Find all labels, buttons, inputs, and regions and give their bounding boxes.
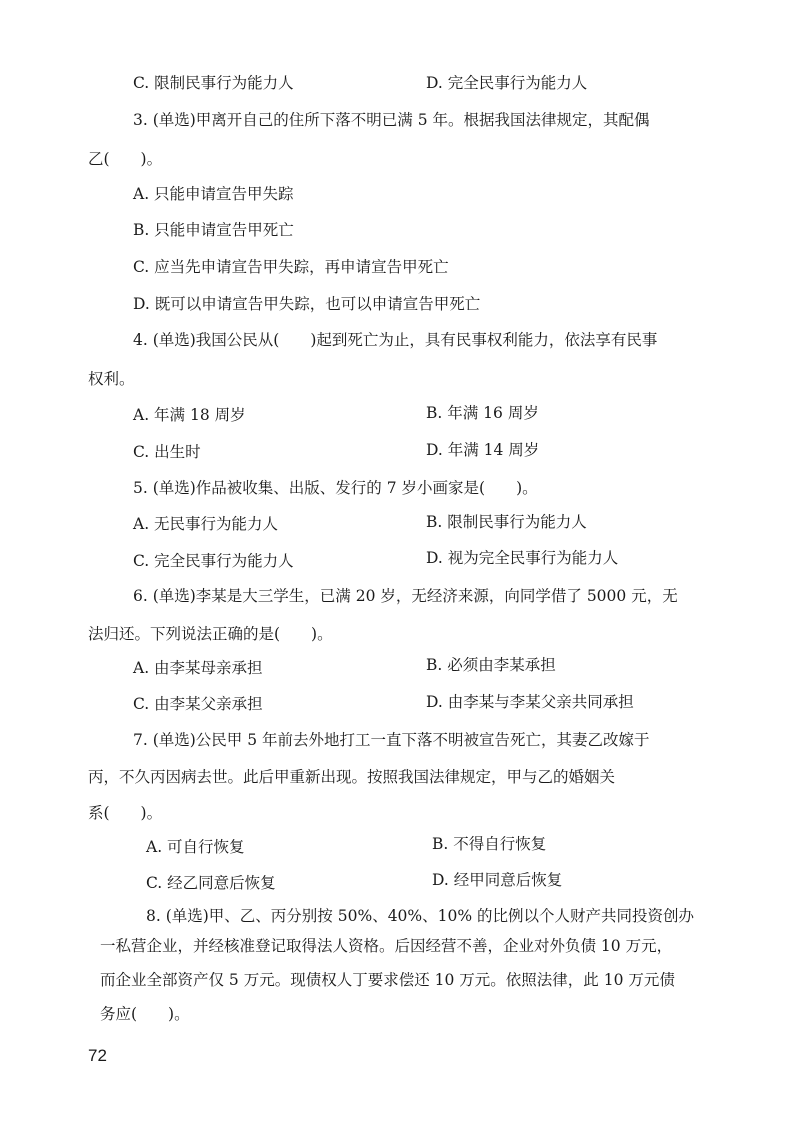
q6-option-b: B. 必须由李某承担 [426,656,556,674]
question-8-text-cont: 一私营企业，并经核准登记取得法人资格。后因经营不善，企业对外负债 10 万元， [100,937,673,955]
question-6-text: 6. (单选)李某是大三学生，已满 20 岁，无经济来源，向同学借了 5000 元，无 [133,587,678,605]
question-3-text: 3. (单选)甲离开自己的住所下落不明已满 5 年。根据我国法律规定，其配偶 [133,111,650,129]
q7-option-a: A. 可自行恢复 [146,838,245,856]
q3-option-d: D. 既可以申请宣告甲失踪，也可以申请宣告甲死亡 [133,295,481,313]
q7-option-d: D. 经甲同意后恢复 [432,871,563,889]
page-number: 72 [88,1046,107,1065]
option-c: C. 限制民事行为能力人 [133,74,294,92]
option-d: D. 完全民事行为能力人 [426,74,588,92]
question-5-text: 5. (单选)作品被收集、出版、发行的 7 岁小画家是( )。 [133,479,538,497]
question-3-text-cont: 乙( )。 [88,150,163,168]
q3-option-b: B. 只能申请宣告甲死亡 [133,221,294,239]
question-7-text: 7. (单选)公民甲 5 年前去外地打工一直下落不明被宣告死亡，其妻乙改嫁于 [133,731,650,749]
q4-option-b: B. 年满 16 周岁 [426,404,539,422]
question-7-text-cont2: 系( )。 [88,804,163,822]
question-8-text-cont2: 而企业全部资产仅 5 万元。现债权人丁要求偿还 10 万元。依照法律，此 10 万元债 [100,971,675,989]
question-8-text-cont3: 务应( )。 [100,1005,190,1023]
q4-option-c: C. 出生时 [133,443,201,461]
q4-option-a: A. 年满 18 周岁 [133,406,246,424]
q5-option-d: D. 视为完全民事行为能力人 [426,549,619,567]
question-6-text-cont: 法归还。下列说法正确的是( )。 [88,625,333,643]
q6-option-a: A. 由李某母亲承担 [133,659,263,677]
q3-option-c: C. 应当先申请宣告甲失踪，再申请宣告甲死亡 [133,258,449,276]
q5-option-a: A. 无民事行为能力人 [133,515,279,533]
q4-option-d: D. 年满 14 周岁 [426,441,540,459]
question-4-text: 4. (单选)我国公民从( )起到死亡为止，具有民事权利能力，依法享有民事 [133,331,658,349]
q6-option-d: D. 由李某与李某父亲共同承担 [426,693,634,711]
question-7-text-cont: 丙，不久丙因病去世。此后甲重新出现。按照我国法律规定，甲与乙的婚姻关 [88,768,616,786]
q7-option-b: B. 不得自行恢复 [432,835,547,853]
q3-option-a: A. 只能申请宣告甲失踪 [133,185,294,203]
q7-option-c: C. 经乙同意后恢复 [146,874,276,892]
q5-option-b: B. 限制民事行为能力人 [426,513,587,531]
q5-option-c: C. 完全民事行为能力人 [133,552,294,570]
question-4-text-cont: 权利。 [88,370,135,388]
question-8-text: 8. (单选)甲、乙、丙分别按 50%、40%、10% 的比例以个人财产共同投资创办 [146,907,695,925]
q6-option-c: C. 由李某父亲承担 [133,695,263,713]
